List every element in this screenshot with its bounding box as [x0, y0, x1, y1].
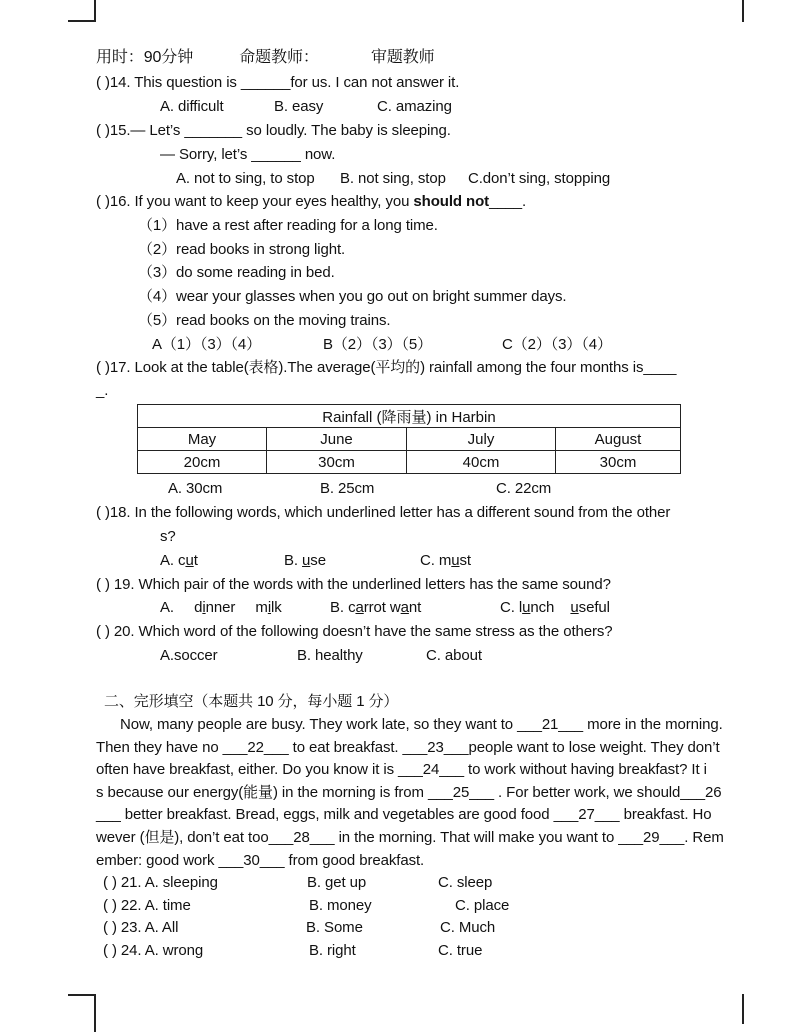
q19-option-b: B. carrot want [330, 599, 422, 616]
q15-reply: — Sorry, let’s ______ now. [160, 146, 336, 163]
q14-stem: ( )14. This question is ______for us. I can not answer it. [96, 74, 460, 91]
rainfall-june: 30cm [267, 451, 407, 474]
month-june: June [267, 428, 407, 451]
crop-mark-top-left-horizontal [68, 20, 96, 22]
passage-line-4: s because our energy(能量) in the morning is from ___25___ . For better work, we should___26 [96, 784, 722, 801]
q16-item-4: （4）wear your glasses when you go out on bright summer days. [138, 288, 567, 305]
passage-line-1: Now, many people are busy. They work late, so they want to ___21___ more in the morning. [120, 716, 723, 733]
q16-item-3: （3）do some reading in bed. [138, 264, 335, 281]
q18-option-c: C. must [420, 552, 471, 569]
q19-option-c: C. lunch useful [500, 599, 610, 616]
q14-option-a: A. difficult [160, 98, 224, 115]
q17-option-b: B. 25cm [320, 480, 375, 497]
rainfall-table-caption: Rainfall (降雨量) in Harbin [138, 405, 681, 428]
q20-option-c: C. about [426, 647, 482, 664]
underlined-letter: i [267, 599, 272, 616]
q15-option-c: C.don’t sing, stopping [468, 170, 611, 187]
q17-option-c: C. 22cm [496, 480, 552, 497]
q15-option-a: A. not to sing, to stop [176, 170, 315, 187]
q16-option-b: B（2）（3）（5） [323, 336, 433, 353]
q18-stem: ( )18. In the following words, which underlined letter has a different sound from the other [96, 504, 671, 521]
q22-option-b: B. money [309, 897, 372, 914]
underlined-letter: u [302, 552, 311, 569]
passage-line-2: Then they have no ___22___ to eat breakfast. ___23___people want to lose weight. They don’t [96, 739, 720, 756]
underlined-letter: a [355, 599, 364, 616]
q23-option-b: B. Some [306, 919, 363, 936]
q16-item-2: （2）read books in strong light. [138, 241, 346, 258]
underlined-letter: a [400, 599, 409, 616]
q16-stem-emphasis: should not [413, 193, 490, 210]
q18-option-a: A. cut [160, 552, 198, 569]
exam-header [96, 48, 435, 68]
q14-option-c: C. amazing [377, 98, 452, 115]
q20-option-b: B. healthy [297, 647, 363, 664]
q19-option-a: A. dinner milk [160, 599, 282, 616]
q22-option-c: C. place [455, 897, 510, 914]
crop-mark-bottom-left-vertical [94, 994, 96, 1032]
q18-option-b: B. use [284, 552, 326, 569]
reviewer: 审题教师 [370, 49, 435, 66]
passage-line-3: often have breakfast, either. Do you know it is ___24___ to work without having breakfast? It i [96, 761, 707, 778]
underlined-letter: u [451, 552, 460, 569]
underlined-letter: i [202, 599, 206, 616]
underlined-letter: u [522, 599, 531, 616]
month-july: July [407, 428, 556, 451]
section-2-title: 二、完形填空（本题共 10 分，每小题 1 分） [104, 693, 399, 710]
q16-option-c: C（2）（3）（4） [502, 336, 612, 353]
q22-option-a: ( ) 22. A. time [103, 897, 191, 914]
q20-option-a: A.soccer [160, 647, 218, 664]
q24-option-a: ( ) 24. A. wrong [103, 942, 204, 959]
q17-stem-continued: _. [96, 382, 109, 399]
q23-option-c: C. Much [440, 919, 496, 936]
q15-option-b: B. not sing, stop [340, 170, 446, 187]
q20-stem: ( ) 20. Which word of the following doesn’t have the same stress as the others? [96, 623, 613, 640]
crop-mark-top-right-vertical [742, 0, 744, 22]
q19-stem: ( ) 19. Which pair of the words with the underlined letters has the same sound? [96, 576, 611, 593]
q21-option-a: ( ) 21. A. sleeping [103, 874, 218, 891]
q16-stem [96, 192, 526, 212]
rainfall-august: 30cm [556, 451, 681, 474]
crop-mark-bottom-left-horizontal [68, 994, 96, 996]
q16-item-5: （5）read books on the moving trains. [138, 312, 391, 329]
q21-option-c: C. sleep [438, 874, 493, 891]
q17-option-a: A. 30cm [168, 480, 223, 497]
exam-time: 用时：90分钟 [96, 49, 194, 66]
passage-line-7: ember: good work ___30___ from good breakfast. [96, 852, 425, 869]
q16-stem-end: ____. [489, 193, 527, 210]
crop-mark-top-left-vertical [94, 0, 96, 22]
month-may: May [138, 428, 267, 451]
q14-option-b: B. easy [274, 98, 324, 115]
q21-option-b: B. get up [307, 874, 367, 891]
q17-stem: ( )17. Look at the table(表格).The average(平均的) rainfall among the four months is____ [96, 359, 677, 376]
q24-option-b: B. right [309, 942, 356, 959]
underlined-letter: u [570, 599, 579, 616]
q18-stem-continued: s? [160, 528, 176, 545]
rainfall-july: 40cm [407, 451, 556, 474]
crop-mark-bottom-right-vertical [742, 994, 744, 1024]
passage-line-6: wever (但是), don’t eat too___28___ in the morning. That will make you want to ___29___. Rem [96, 829, 724, 846]
passage-line-5: ___ better breakfast. Bread, eggs, milk and vegetables are good food ___27___ breakfast. Ho [96, 806, 712, 823]
q23-option-a: ( ) 23. A. All [103, 919, 179, 936]
month-august: August [556, 428, 681, 451]
underlined-letter: u [185, 552, 194, 569]
rainfall-may: 20cm [138, 451, 267, 474]
q24-option-c: C. true [438, 942, 483, 959]
q16-stem-text: ( )16. If you want to keep your eyes healthy, you [96, 193, 414, 210]
q16-item-1: （1）have a rest after reading for a long time. [138, 217, 438, 234]
q15-stem: ( )15.— Let’s _______ so loudly. The baby is sleeping. [96, 122, 451, 139]
rainfall-table [137, 404, 681, 474]
q16-option-a: A（1）（3）（4） [152, 336, 262, 353]
question-setter: 命题教师： [239, 49, 319, 66]
